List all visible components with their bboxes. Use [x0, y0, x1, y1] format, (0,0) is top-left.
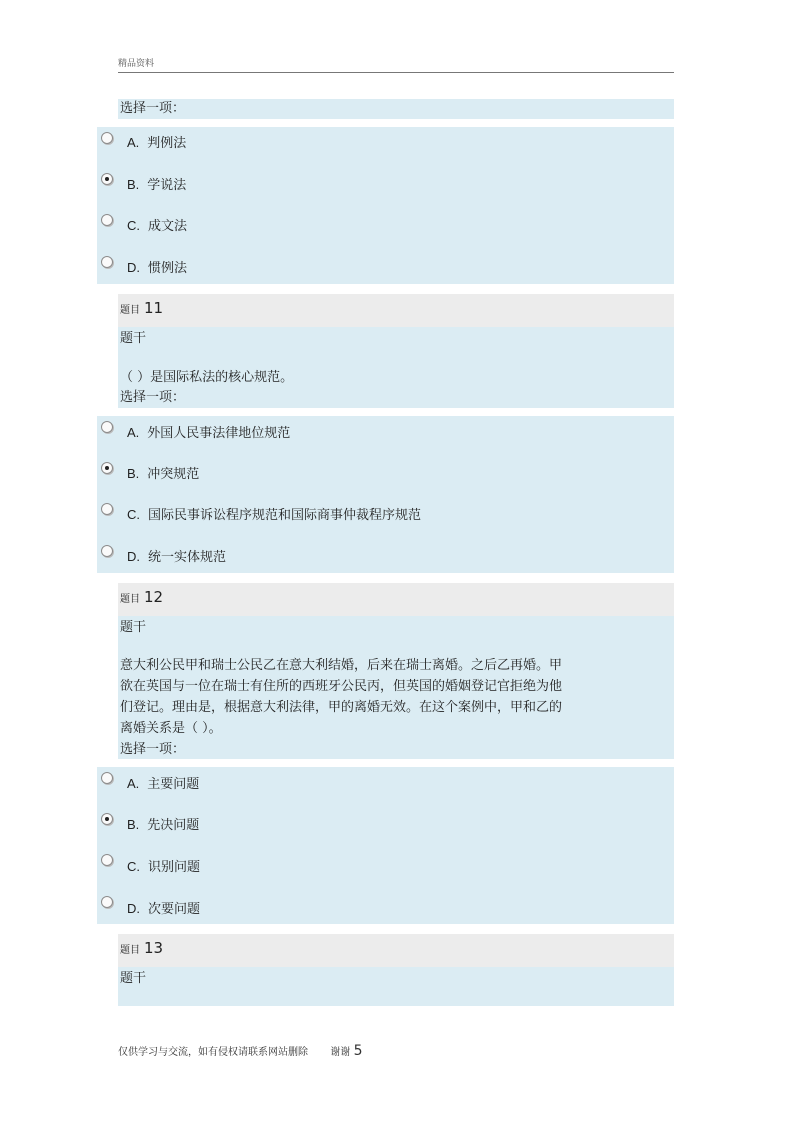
- option-text: 冲突规范: [147, 467, 200, 482]
- question-number: [120, 587, 163, 610]
- option-letter: A.: [127, 135, 140, 150]
- question-number-bar: [118, 583, 674, 616]
- question-number-bar: [118, 294, 674, 327]
- stem-label: 题干: [120, 620, 147, 635]
- question-number: [120, 298, 163, 321]
- option-text: 判例法: [147, 136, 187, 151]
- question-number-label: 题目: [120, 594, 140, 605]
- question-number-label: 题目: [120, 305, 140, 316]
- stem-label: 题干: [120, 971, 147, 986]
- option-letter: B.: [127, 817, 140, 832]
- option-text: 学说法: [147, 178, 187, 193]
- option-text: 外国人民事法律地位规范: [147, 426, 291, 441]
- stem-line: 们登记。理由是，根据意大利法律，甲的离婚无效。在这个案例中，甲和乙的: [120, 700, 563, 715]
- question-number-label: 题目: [120, 945, 140, 956]
- select-label: 选择一项：: [120, 742, 186, 757]
- option-letter: C.: [127, 507, 140, 522]
- option-letter: D.: [127, 901, 140, 916]
- page-number: 5: [353, 1043, 363, 1059]
- option-text: 次要问题: [148, 902, 201, 917]
- select-label-bar: [118, 99, 674, 119]
- option-text: 主要问题: [147, 777, 200, 792]
- option-text: 成文法: [148, 219, 188, 234]
- radio-button[interactable]: [101, 545, 113, 557]
- stem-label: 题干: [120, 331, 147, 346]
- footer-text: 仅供学习与交流，如有侵权请联系网站删除: [118, 1047, 308, 1058]
- stem-line: 欲在英国与一位在瑞士有住所的西班牙公民丙，但英国的婚姻登记官拒绝为他: [120, 679, 563, 694]
- option-letter: B.: [127, 466, 140, 481]
- option-text: 识别问题: [148, 860, 201, 875]
- radio-button-selected[interactable]: [101, 813, 113, 825]
- option-text: 先决问题: [147, 818, 200, 833]
- radio-button-selected[interactable]: [101, 462, 113, 474]
- option-letter: D.: [127, 260, 140, 275]
- radio-button[interactable]: [101, 503, 113, 515]
- select-label: 选择一项：: [120, 101, 186, 116]
- option-text: 国际民事诉讼程序规范和国际商事仲裁程序规范: [148, 508, 422, 523]
- stem-line: （ ）是国际私法的核心规范。: [120, 370, 294, 385]
- select-label: 选择一项：: [120, 390, 186, 405]
- page-header: [118, 56, 674, 73]
- radio-button[interactable]: [101, 421, 113, 433]
- question-number-value: 13: [144, 939, 164, 957]
- option-letter: D.: [127, 549, 140, 564]
- question-stem: [120, 655, 640, 739]
- option-letter: A.: [127, 425, 140, 440]
- radio-button[interactable]: [101, 854, 113, 866]
- header-label: 精品资料: [118, 59, 155, 69]
- question-number-value: 11: [144, 299, 164, 317]
- question-stem-panel: [118, 967, 674, 1006]
- radio-button[interactable]: [101, 896, 113, 908]
- radio-button[interactable]: [101, 772, 113, 784]
- question-number-value: 12: [144, 588, 164, 606]
- option-letter: A.: [127, 776, 140, 791]
- radio-button[interactable]: [101, 256, 113, 268]
- option-text: 惯例法: [148, 261, 188, 276]
- question-number: [120, 938, 163, 961]
- page-footer: [118, 1043, 362, 1059]
- stem-line: 意大利公民甲和瑞士公民乙在意大利结婚，后来在瑞士离婚。之后乙再婚。甲: [120, 658, 563, 673]
- question-stem: [120, 367, 640, 388]
- question-number-bar: [118, 934, 674, 967]
- option-text: 统一实体规范: [148, 550, 227, 565]
- option-letter: B.: [127, 177, 140, 192]
- radio-button[interactable]: [101, 214, 113, 226]
- radio-button-selected[interactable]: [101, 173, 113, 185]
- option-letter: C.: [127, 859, 140, 874]
- option-letter: C.: [127, 218, 140, 233]
- radio-button[interactable]: [101, 132, 113, 144]
- footer-thanks: 谢谢: [330, 1047, 351, 1058]
- stem-line: 离婚关系是（ ）。: [120, 721, 222, 736]
